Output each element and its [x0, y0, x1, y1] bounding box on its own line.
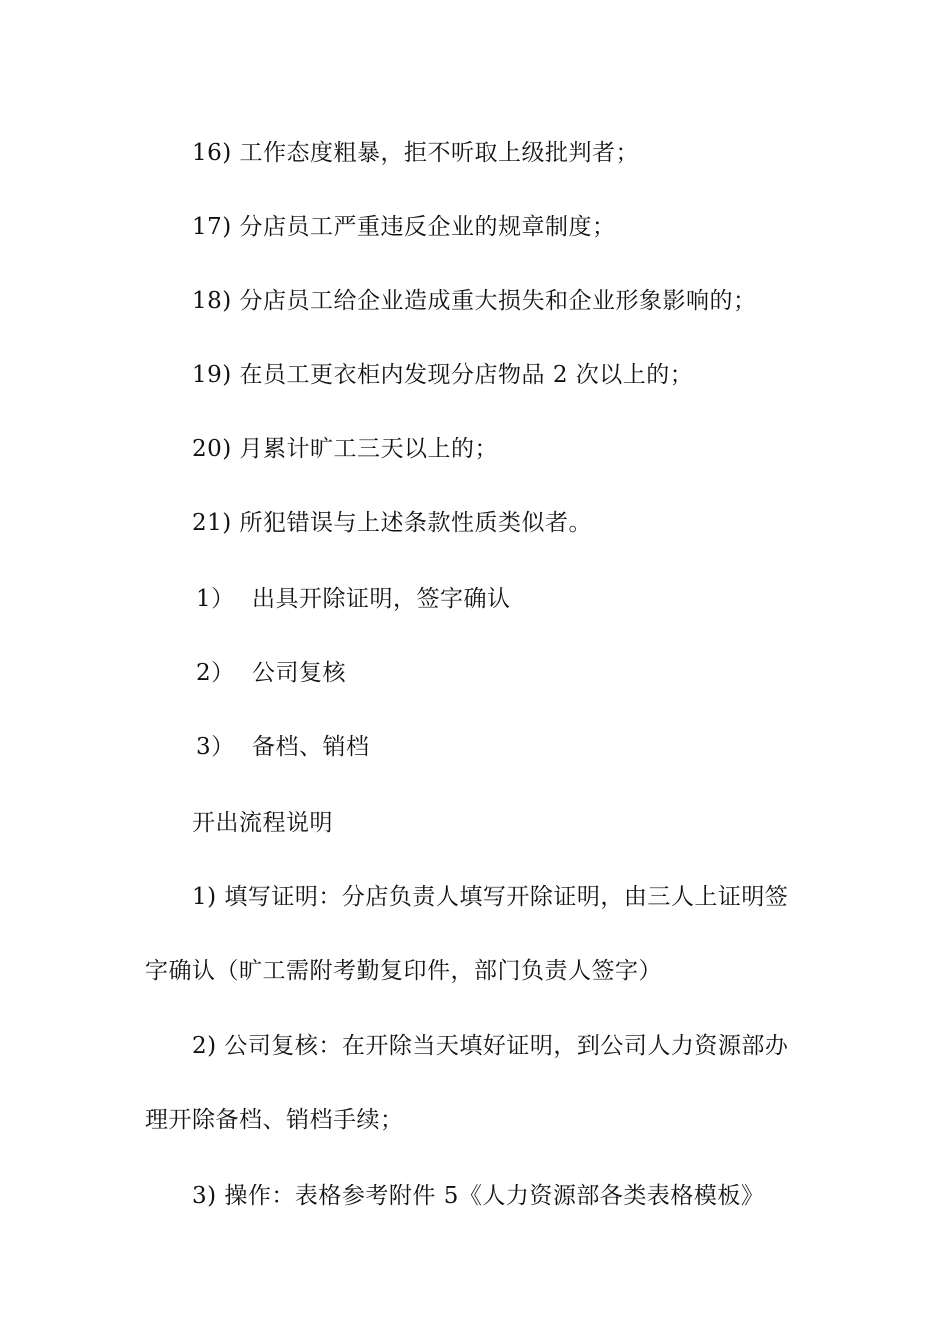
explanation-1-line-2: 字确认（旷工需附考勤复印件，部门负责人签字）: [145, 958, 662, 984]
step-2-text: 公司复核: [252, 660, 346, 686]
explanation-2-line-1: 2) 公司复核：在开除当天填好证明，到公司人力资源部办: [192, 1033, 789, 1059]
explanation-2-line-2: 理开除备档、销档手续；: [145, 1107, 404, 1133]
step-3-number: 3）: [196, 734, 235, 760]
section-title: 开出流程说明: [192, 810, 333, 836]
item-19: 19) 在员工更衣柜内发现分店物品 2 次以上的；: [192, 362, 694, 388]
item-18: 18) 分店员工给企业造成重大损失和企业形象影响的；: [192, 288, 757, 314]
explanation-3-line-1: 3) 操作：表格参考附件 5《人力资源部各类表格模板》: [192, 1183, 765, 1209]
step-3-text: 备档、销档: [252, 734, 370, 760]
step-1: [196, 584, 511, 614]
item-20: 20) 月累计旷工三天以上的；: [192, 436, 499, 462]
item-16: 16) 工作态度粗暴，拒不听取上级批判者；: [192, 140, 640, 166]
step-2: [196, 658, 346, 688]
step-1-number: 1）: [196, 586, 235, 612]
step-3: [196, 732, 370, 762]
step-1-text: 出具开除证明，签字确认: [252, 586, 511, 612]
item-17: 17) 分店员工严重违反企业的规章制度；: [192, 214, 616, 240]
item-21: 21) 所犯错误与上述条款性质类似者。: [192, 510, 593, 536]
explanation-1-line-1: 1) 填写证明：分店负责人填写开除证明，由三人上证明签: [192, 884, 789, 910]
step-2-number: 2）: [196, 660, 235, 686]
